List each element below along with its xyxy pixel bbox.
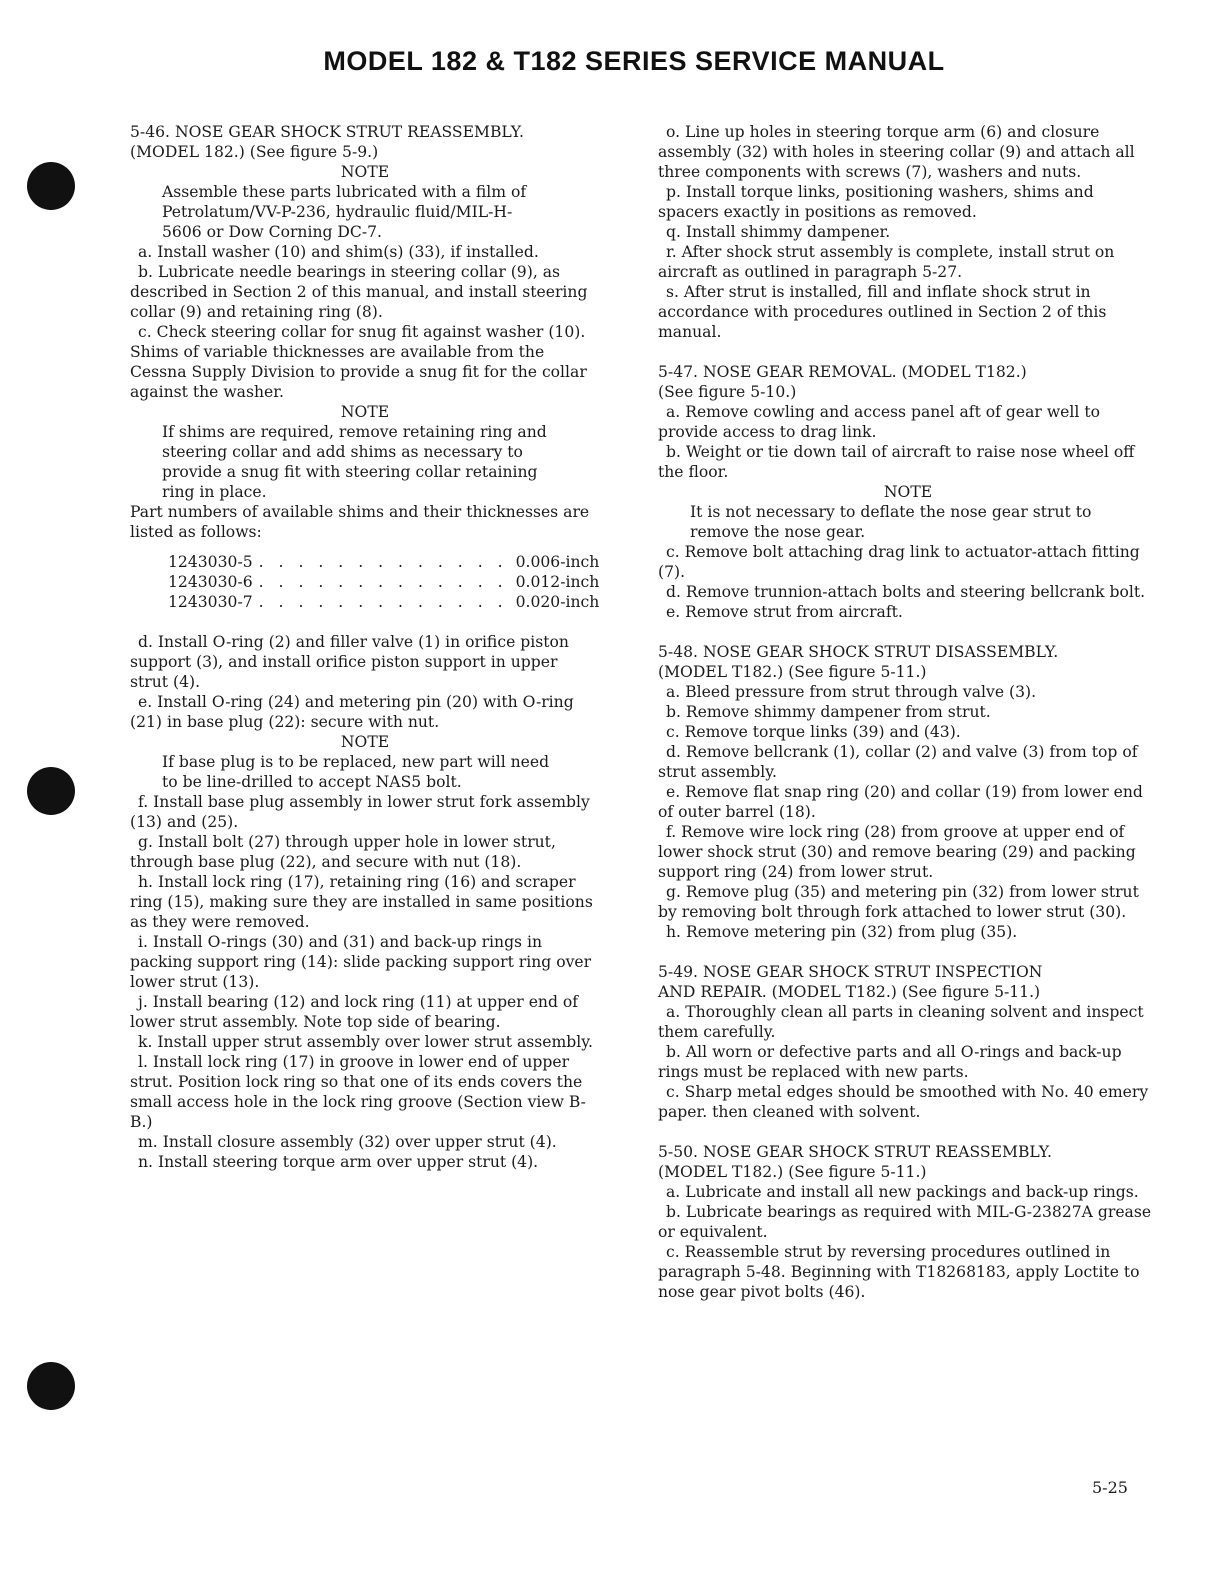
spacer: [658, 342, 1158, 362]
step-c: c. Check steering collar for snug fit against washer (10). Shims of variable thicknesses are available from the Cessna Supply Division to provide a snug fit for the collar against the washer.: [130, 323, 587, 401]
section-5-48-title: 5-48. NOSE GEAR SHOCK STRUT DISASSEMBLY.: [658, 643, 1059, 661]
part-thickness: 0.020-inch: [515, 593, 600, 611]
step-q: q. Install shimmy dampener.: [666, 223, 891, 241]
step-b: b. Remove shimmy dampener from strut.: [666, 703, 991, 721]
section-5-47-subtitle: (See figure 5-10.): [658, 383, 797, 401]
step-g: g. Install bolt (27) through upper hole in lower strut, through base plug (22), and secure with nut (18).: [130, 833, 556, 871]
section-5-49-subtitle: AND REPAIR. (MODEL T182.) (See figure 5-11.): [658, 983, 1041, 1001]
note-heading: NOTE: [340, 733, 390, 751]
table-row: [168, 592, 599, 612]
step-d: d. Remove bellcrank (1), collar (2) and valve (3) from top of strut assembly.: [658, 743, 1138, 781]
step-k: k. Install upper strut assembly over lower strut assembly.: [138, 1033, 593, 1051]
binder-hole: [27, 767, 75, 815]
note-heading: NOTE: [340, 163, 390, 181]
section-5-48-subtitle: (MODEL T182.) (See figure 5-11.): [658, 663, 927, 681]
section-5-49-title: 5-49. NOSE GEAR SHOCK STRUT INSPECTION: [658, 963, 1043, 981]
step-p: p. Install torque links, positioning washers, shims and spacers exactly in positions as removed.: [658, 183, 1094, 221]
step-i: i. Install O-rings (30) and (31) and back-up rings in packing support ring (14): slide packing support ring over lower strut (13).: [130, 933, 592, 991]
note-text: If base plug is to be replaced, new part will need to be line-drilled to accept NAS5 bolt.: [162, 753, 550, 791]
note-text: Assemble these parts lubricated with a film of Petrolatum/VV-P-236, hydraulic fluid/MIL-H-5606 or Dow Corning DC-7.: [162, 183, 527, 241]
step-b: b. Lubricate needle bearings in steering collar (9), as described in Section 2 of this manual, and install steering collar (9) and retaining ring (8).: [130, 263, 588, 321]
step-d: d. Remove trunnion-attach bolts and steering bellcrank bolt.: [666, 583, 1146, 601]
step-c: c. Sharp metal edges should be smoothed with No. 40 emery paper. then cleaned with solvent.: [658, 1083, 1149, 1121]
shim-parts-table: [168, 552, 599, 612]
section-5-46-subtitle: (MODEL 182.) (See figure 5-9.): [130, 143, 379, 161]
step-l: l. Install lock ring (17) in groove in lower end of upper strut. Position lock ring so that one of its ends covers the small access hole in the lock ring groove (Section view B-B.): [130, 1053, 586, 1131]
spacer: [658, 1122, 1158, 1142]
page-header: MODEL 182 & T182 SERIES SERVICE MANUAL: [323, 46, 945, 76]
step-a: a. Thoroughly clean all parts in cleaning solvent and inspect them carefully.: [658, 1003, 1144, 1041]
note-heading: NOTE: [883, 483, 933, 501]
step-h: h. Remove metering pin (32) from plug (35).: [666, 923, 1018, 941]
step-c: c. Remove torque links (39) and (43).: [666, 723, 961, 741]
step-b: b. All worn or defective parts and all O-rings and back-up rings must be replaced with new parts.: [658, 1043, 1122, 1081]
leader-dots: . . . . . . . . . . . . .: [258, 553, 508, 571]
step-g: g. Remove plug (35) and metering pin (32) from lower strut by removing bolt through fork attached to lower strut (30).: [658, 883, 1139, 921]
step-h: h. Install lock ring (17), retaining ring (16) and scraper ring (15), making sure they are installed in same positions as they were removed.: [130, 873, 593, 931]
step-e: e. Remove strut from aircraft.: [666, 603, 903, 621]
part-number: 1243030-5: [168, 553, 253, 571]
step-s: s. After strut is installed, fill and inflate shock strut in accordance with procedures outlined in Section 2 of this manual.: [658, 283, 1107, 341]
step-f: f. Remove wire lock ring (28) from groove at upper end of lower shock strut (30) and remove bearing (29) and packing support ring (24) from lower strut.: [658, 823, 1136, 881]
step-b: b. Lubricate bearings as required with MIL-G-23827A grease or equivalent.: [658, 1203, 1152, 1241]
binder-hole: [27, 1362, 75, 1410]
page-number: 5-25: [1092, 1478, 1128, 1497]
section-5-50-subtitle: (MODEL T182.) (See figure 5-11.): [658, 1163, 927, 1181]
part-number: 1243030-7: [168, 593, 253, 611]
note-text: If shims are required, remove retaining ring and steering collar and add shims as necessary to provide a snug fit with steering collar retaining ring in place.: [162, 423, 547, 501]
section-5-47-title: 5-47. NOSE GEAR REMOVAL. (MODEL T182.): [658, 363, 1027, 381]
left-column: [130, 122, 600, 1172]
step-a: a. Lubricate and install all new packings and back-up rings.: [666, 1183, 1139, 1201]
step-a: a. Remove cowling and access panel aft of gear well to provide access to drag link.: [658, 403, 1100, 441]
step-j: j. Install bearing (12) and lock ring (11) at upper end of lower strut assembly. Note top side of bearing.: [130, 993, 579, 1031]
part-thickness: 0.006-inch: [515, 553, 600, 571]
step-n: n. Install steering torque arm over upper strut (4).: [138, 1153, 539, 1171]
section-5-46-title: 5-46. NOSE GEAR SHOCK STRUT REASSEMBLY.: [130, 123, 525, 141]
step-f: f. Install base plug assembly in lower strut fork assembly (13) and (25).: [130, 793, 590, 831]
part-thickness: 0.012-inch: [515, 573, 600, 591]
table-row: [168, 572, 599, 592]
binder-hole: [27, 162, 75, 210]
step-a: a. Install washer (10) and shim(s) (33), if installed.: [138, 243, 539, 261]
spacer: [658, 622, 1158, 642]
step-b: b. Weight or tie down tail of aircraft to raise nose wheel off the floor.: [658, 443, 1135, 481]
note-text: It is not necessary to deflate the nose gear strut to remove the nose gear.: [690, 503, 1092, 541]
right-column: [658, 122, 1158, 1302]
step-a: a. Bleed pressure from strut through valve (3).: [666, 683, 1037, 701]
table-row: [168, 552, 599, 572]
leader-dots: . . . . . . . . . . . . .: [258, 573, 508, 591]
step-r: r. After shock strut assembly is complete, install strut on aircraft as outlined in paragraph 5-27.: [658, 243, 1115, 281]
step-o: o. Line up holes in steering torque arm (6) and closure assembly (32) with holes in steering collar (9) and attach all three components with screws (7), washers and nuts.: [658, 123, 1135, 181]
step-d: d. Install O-ring (2) and filler valve (1) in orifice piston support (3), and install orifice piston support in upper strut (4).: [130, 633, 569, 691]
step-c: c. Remove bolt attaching drag link to actuator-attach fitting (7).: [658, 543, 1140, 581]
step-m: m. Install closure assembly (32) over upper strut (4).: [138, 1133, 557, 1151]
step-c: c. Reassemble strut by reversing procedures outlined in paragraph 5-48. Beginning with T18268183, apply Loctite to nose gear pivot bolts (46).: [658, 1243, 1140, 1301]
parts-intro: Part numbers of available shims and their thicknesses are listed as follows:: [130, 503, 590, 541]
step-e: e. Remove flat snap ring (20) and collar (19) from lower end of outer barrel (18).: [658, 783, 1143, 821]
section-5-50-title: 5-50. NOSE GEAR SHOCK STRUT REASSEMBLY.: [658, 1143, 1053, 1161]
spacer: [658, 942, 1158, 962]
step-e: e. Install O-ring (24) and metering pin (20) with O-ring (21) in base plug (22): secure with nut.: [130, 693, 574, 731]
note-heading: NOTE: [340, 403, 390, 421]
part-number: 1243030-6: [168, 573, 253, 591]
leader-dots: . . . . . . . . . . . . .: [258, 593, 508, 611]
